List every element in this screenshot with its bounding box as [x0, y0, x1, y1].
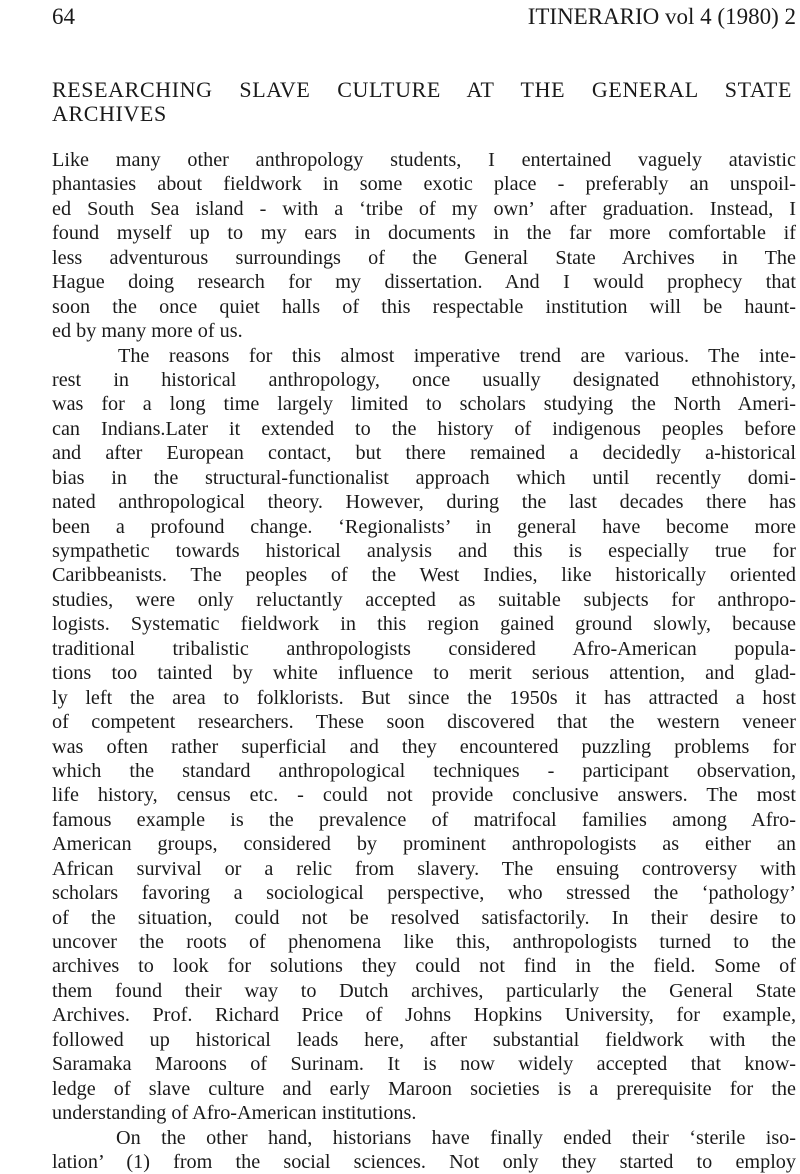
body-line: of competent researchers. These soon discovered that the western veneer: [52, 711, 796, 734]
body-line: of the situation, could not be resolved satisfactorily. In their desire to: [52, 906, 796, 929]
body-line: ed by many more of us.: [52, 320, 243, 343]
body-line: The reasons for this almost imperative trend are various. The inte-: [118, 344, 796, 367]
body-line: bias in the structural-functionalist approach which until recently domi-: [52, 466, 796, 489]
body-line: understanding of Afro-American institutions.: [52, 1102, 417, 1125]
page-number: 64: [52, 4, 75, 29]
body-line: logists. Systematic fieldwork in this region gained ground slowly, because: [52, 613, 796, 636]
body-line: was for a long time largely limited to scholars studying the North Ameri-: [52, 393, 796, 416]
body-line: lation’ (1) from the social sciences. Not only they started to employ: [52, 1150, 796, 1173]
body-line: Saramaka Maroons of Surinam. It is now widely accepted that know-: [52, 1053, 796, 1076]
body-line: and after European contact, but there remained a decidedly a-historical: [52, 442, 796, 465]
body-line: followed up historical leads here, after substantial fieldwork with the: [52, 1028, 796, 1051]
body-line: sympathetic towards historical analysis and this is especially true for: [52, 540, 796, 562]
body-line: Archives. Prof. Richard Price of Johns Hopkins University, for example,: [52, 1004, 796, 1027]
body-line: phantasies about fieldwork in some exotic place - preferably an unspoil-: [52, 173, 796, 196]
running-head: ITINERARIO vol 4 (1980) 2: [527, 4, 796, 29]
body-line: famous example is the prevalence of matrifocal families among Afro-: [52, 808, 796, 831]
body-line: traditional tribalistic anthropologists considered Afro-American popula-: [52, 637, 796, 660]
body-line: Caribbeanists. The peoples of the West Indies, like historically oriented: [52, 564, 796, 587]
body-line: American groups, considered by prominent anthropologists as either an: [52, 833, 796, 856]
body-line: Like many other anthropology students, I entertained vaguely atavistic: [52, 149, 796, 171]
body-line: scholars favoring a sociological perspective, who stressed the ‘pathology’: [52, 882, 796, 905]
body-line: ly left the area to folklorists. But since the 1950s it has attracted a host: [52, 686, 796, 709]
body-line: ledge of slave culture and early Maroon societies is a prerequisite for the: [52, 1077, 796, 1100]
body-line: found myself up to my ears in documents in the far more comfortable if: [52, 222, 796, 245]
body-line: been a profound change. ‘Regionalists’ in general have become more: [52, 515, 796, 538]
body-line: which the standard anthropological techniques - participant observation,: [52, 759, 796, 782]
body-line: Hague doing research for my dissertation. And I would prophecy that: [52, 271, 796, 294]
article-title: [52, 78, 792, 126]
body-line: ed South Sea island - with a ‘tribe of my own’ after graduation. Instead, I: [52, 197, 796, 220]
body-line: life history, census etc. - could not provide conclusive answers. The most: [52, 784, 796, 807]
article-body: [52, 148, 796, 1174]
body-line: less adventurous surroundings of the General State Archives in The: [52, 246, 796, 269]
body-line: nated anthropological theory. However, during the last decades there has: [52, 491, 796, 514]
article-title-line-1: RESEARCHING SLAVE CULTURE AT THE GENERAL STATE: [52, 77, 792, 102]
body-line: rest in historical anthropology, once usually designated ethnohistory,: [52, 368, 796, 391]
body-line: On the other hand, historians have finally ended their ‘sterile iso-: [116, 1126, 796, 1149]
article-title-line-2: ARCHIVES: [52, 101, 167, 126]
body-line: studies, were only reluctantly accepted as suitable subjects for anthropo-: [52, 588, 796, 611]
body-line: was often rather superficial and they encountered puzzling problems for: [52, 735, 796, 758]
body-line: tions too tainted by white influence to merit serious attention, and glad-: [52, 662, 796, 685]
body-line: uncover the roots of phenomena like this, anthropologists turned to the: [52, 931, 796, 953]
body-line: can Indians.Later it extended to the history of indigenous peoples before: [52, 417, 796, 440]
body-line: archives to look for solutions they could not find in the field. Some of: [52, 955, 796, 978]
body-line: soon the once quiet halls of this respectable institution will be haunt-: [52, 295, 796, 318]
body-line: African survival or a relic from slavery. The ensuing controversy with: [52, 857, 796, 880]
body-line: them found their way to Dutch archives, particularly the General State: [52, 979, 796, 1002]
